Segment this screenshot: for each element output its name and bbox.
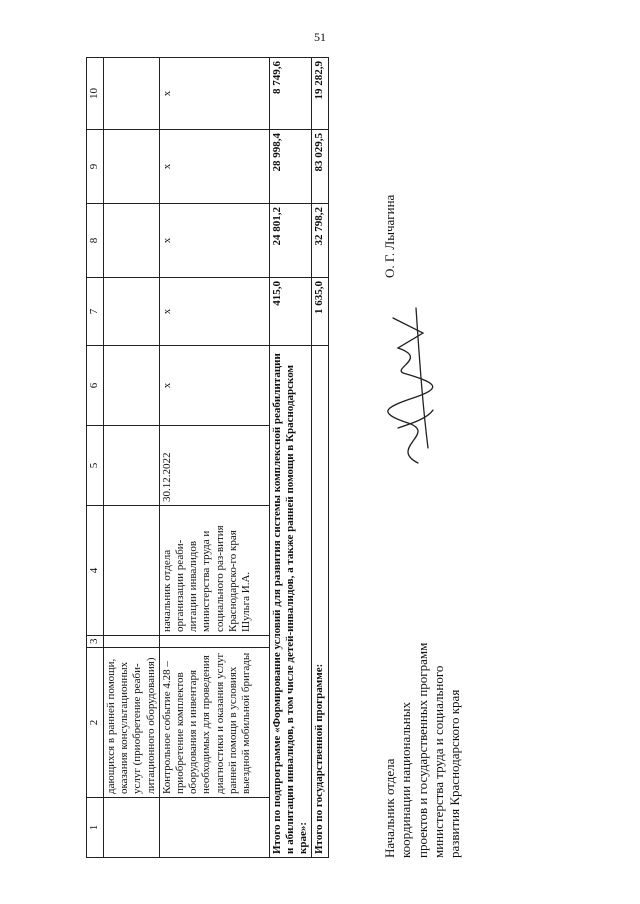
col-header: 8 (87, 204, 104, 278)
cell: дающихся в ранней помощи, оказания консультационных услуг (приобретение реаби-литационного оборудования) (104, 648, 160, 798)
event-description: Контрольное событие 4.28 – приобретение комплектов оборудования и инвентаря необходимых для проведения диагностики и оказания услуг ранней помощи в условиях выездной мобильной бригады (159, 648, 269, 798)
col-header: 6 (87, 346, 104, 426)
cell (104, 506, 160, 636)
position-line: проектов и государственных программ (414, 642, 430, 858)
cell: х (159, 346, 269, 426)
column-number-row (87, 58, 104, 858)
page-number: 51 (314, 30, 326, 44)
cell (104, 346, 160, 426)
table-row (104, 58, 160, 858)
col-header: 7 (87, 278, 104, 346)
cell: х (159, 130, 269, 204)
cell (104, 58, 160, 130)
signatory-name: О. Г. Лычагина (382, 194, 397, 278)
cell (159, 636, 269, 648)
total-col10: 19 282,9 (312, 58, 328, 130)
subtotal-col8: 24 801,2 (269, 204, 312, 278)
subtotal-row (269, 58, 312, 858)
col-header: 3 (87, 636, 104, 648)
rotated-sheet (86, 58, 566, 858)
subtotal-col7: 415,0 (269, 278, 312, 346)
total-label: Итого по государственной программе: (312, 346, 328, 858)
total-col8: 32 798,2 (312, 204, 328, 278)
cell (159, 798, 269, 858)
handwritten-signature (378, 298, 448, 468)
cell (104, 278, 160, 346)
position-line: координации национальных (398, 702, 414, 858)
total-col7: 1 635,0 (312, 278, 328, 346)
col-header: 5 (87, 426, 104, 506)
cell (104, 130, 160, 204)
cell (104, 636, 160, 648)
col-header: 4 (87, 506, 104, 636)
cell (104, 798, 160, 858)
cell (104, 426, 160, 506)
position-line: министерства труда и социального (430, 665, 446, 858)
responsible-person: начальник отдела организации реаби-литации инвалидов министерства труда и социального раз-вития Краснодарско-го края Шульга И.А. (159, 506, 269, 636)
signatory-position (382, 528, 463, 858)
program-table (86, 57, 329, 858)
col-header: 10 (87, 58, 104, 130)
col-header: 1 (87, 798, 104, 858)
cell (104, 204, 160, 278)
cell: х (159, 278, 269, 346)
deadline-date: 30.12.2022 (159, 426, 269, 506)
subtotal-label: Итого по подпрограмме «Формирование условий для развития системы комплексной реабилитации и абилитации инвалидов, в том числе детей-инвалидов, а также ранней помощи в Краснодарском крае»: (269, 346, 312, 858)
col-header: 2 (87, 648, 104, 798)
table-row (159, 58, 269, 858)
position-line: развития Краснодарского края (447, 689, 462, 858)
subtotal-col10: 8 749,6 (269, 58, 312, 130)
position-line: Начальник отдела (382, 758, 397, 858)
total-row (312, 58, 328, 858)
cell: х (159, 58, 269, 130)
cell: х (159, 204, 269, 278)
col-header: 9 (87, 130, 104, 204)
subtotal-col9: 28 998,4 (269, 130, 312, 204)
total-col9: 83 029,5 (312, 130, 328, 204)
